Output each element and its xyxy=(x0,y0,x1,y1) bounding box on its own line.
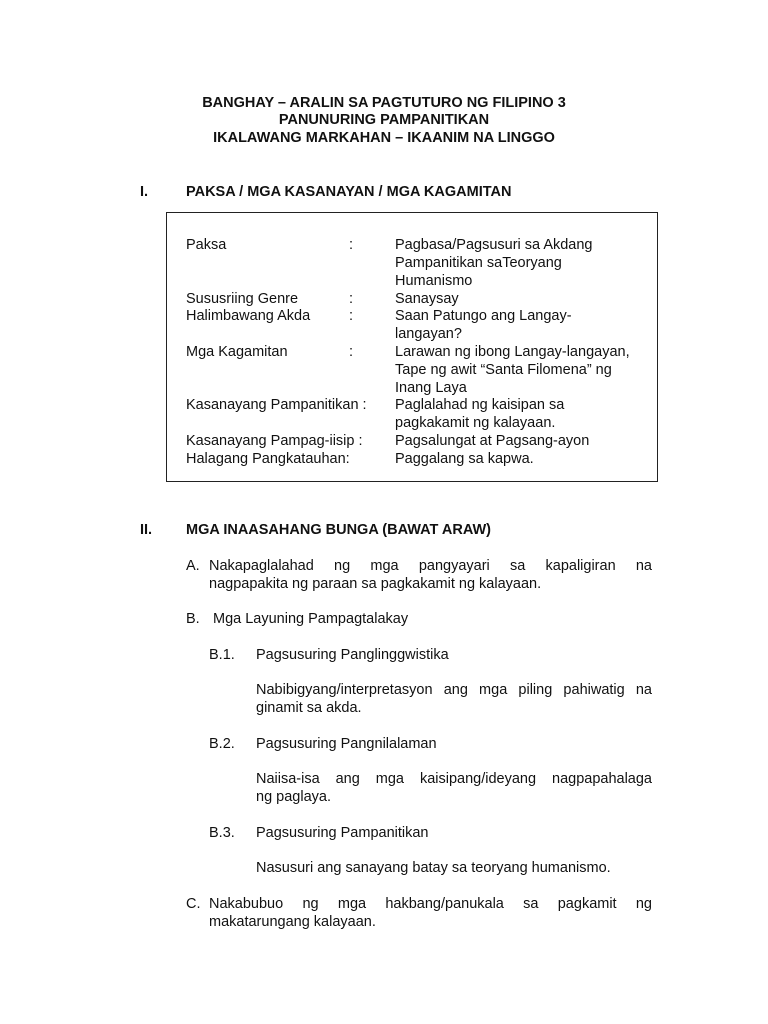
document-title-line-3: IKALAWANG MARKAHAN – IKAANIM NA LINGGO xyxy=(213,130,555,146)
row-value-kasanayang-pampag-iisip xyxy=(395,432,657,450)
row-colon: : xyxy=(349,308,354,324)
item-b-letter: B. xyxy=(186,611,200,627)
paragraph-line: makatarungang kalayaan. xyxy=(209,914,376,930)
row-label-paksa: Paksa xyxy=(186,237,227,253)
value-line: Paglalahad ng kaisipan sa xyxy=(395,397,565,413)
value-line: Pagsalungat at Pagsang-ayon xyxy=(395,433,590,449)
item-c-letter: C. xyxy=(186,896,201,912)
document-title-line-1: BANGHAY – ARALIN SA PAGTUTURO NG FILIPINO 3 xyxy=(202,95,566,111)
row-label-genre: Sususriing Genre xyxy=(186,291,299,307)
item-a-text xyxy=(209,557,652,593)
value-line: Pampanitikan saTeoryang xyxy=(395,255,562,271)
item-b2-text xyxy=(256,770,652,806)
item-b3-text xyxy=(256,859,652,877)
value-line: Tape ng awit “Santa Filomena” ng xyxy=(395,362,612,378)
section-2-title: MGA INAASAHANG BUNGA (BAWAT ARAW) xyxy=(186,522,492,538)
value-line: langayan? xyxy=(395,326,462,342)
item-a-letter: A. xyxy=(186,558,200,574)
value-line: Paggalang sa kapwa. xyxy=(395,451,534,467)
paragraph-line: Nabibigyang/interpretasyon ang mga piling pahiwatig na xyxy=(256,682,652,698)
item-c-text xyxy=(209,895,652,931)
row-value-mga-kagamitan xyxy=(395,343,657,397)
row-value-kasanayang-pampanitikan xyxy=(395,396,657,432)
item-b-text: Mga Layuning Pampagtalakay xyxy=(213,611,409,627)
row-value-halagang-pangkatauhan xyxy=(395,450,657,468)
row-label-halagang-pangkatauhan: Halagang Pangkatauhan: xyxy=(186,451,350,467)
item-b1-code: B.1. xyxy=(209,647,235,663)
value-line: Humanismo xyxy=(395,273,473,289)
section-1-number: I. xyxy=(140,184,149,200)
value-line: Saan Patungo ang Langay- xyxy=(395,308,572,324)
item-b1-text xyxy=(256,681,652,717)
paragraph-line: Nakabubuo ng mga hakbang/panukala sa pagkamit ng xyxy=(209,896,652,912)
item-b1-title: Pagsusuring Panglinggwistika xyxy=(256,647,449,663)
value-line: Pagbasa/Pagsusuri sa Akdang xyxy=(395,237,593,253)
paragraph-line: ginamit sa akda. xyxy=(256,700,362,716)
paragraph-line: Nakapaglalahad ng mga pangyayari sa kapaligiran na xyxy=(209,558,652,574)
section-2-number: II. xyxy=(140,522,153,538)
row-label-kasanayang-pampanitikan: Kasanayang Pampanitikan : xyxy=(186,397,367,413)
value-line: Sanaysay xyxy=(395,291,459,307)
item-b2-code: B.2. xyxy=(209,736,235,752)
row-label-halimbawang-akda: Halimbawang Akda xyxy=(186,308,311,324)
row-label-mga-kagamitan: Mga Kagamitan xyxy=(186,344,288,360)
paragraph-line: Nasusuri ang sanayang batay sa teoryang humanismo. xyxy=(256,860,611,876)
value-line: Larawan ng ibong Langay-langayan, xyxy=(395,344,630,360)
row-value-genre xyxy=(395,290,657,308)
value-line: Inang Laya xyxy=(395,380,467,396)
section-1-title: PAKSA / MGA KASANAYAN / MGA KAGAMITAN xyxy=(186,184,512,200)
item-b3-code: B.3. xyxy=(209,825,235,841)
row-value-paksa xyxy=(395,236,657,290)
row-label-kasanayang-pampag-iisip: Kasanayang Pampag-iisip : xyxy=(186,433,363,449)
document-title-line-2: PANUNURING PAMPANITIKAN xyxy=(278,112,490,128)
item-b2-title: Pagsusuring Pangnilalaman xyxy=(256,736,437,752)
row-value-halimbawang-akda xyxy=(395,307,657,343)
row-colon: : xyxy=(349,291,354,307)
row-colon: : xyxy=(349,344,354,360)
paragraph-line: Naiisa-isa ang mga kaisipang/ideyang nagpapahalaga xyxy=(256,771,652,787)
item-b3-title: Pagsusuring Pampanitikan xyxy=(256,825,429,841)
paragraph-line: ng paglaya. xyxy=(256,789,331,805)
paragraph-line: nagpapakita ng paraan sa pagkakamit ng kalayaan. xyxy=(209,576,542,592)
row-colon: : xyxy=(349,237,354,253)
value-line: pagkakamit ng kalayaan. xyxy=(395,415,556,431)
